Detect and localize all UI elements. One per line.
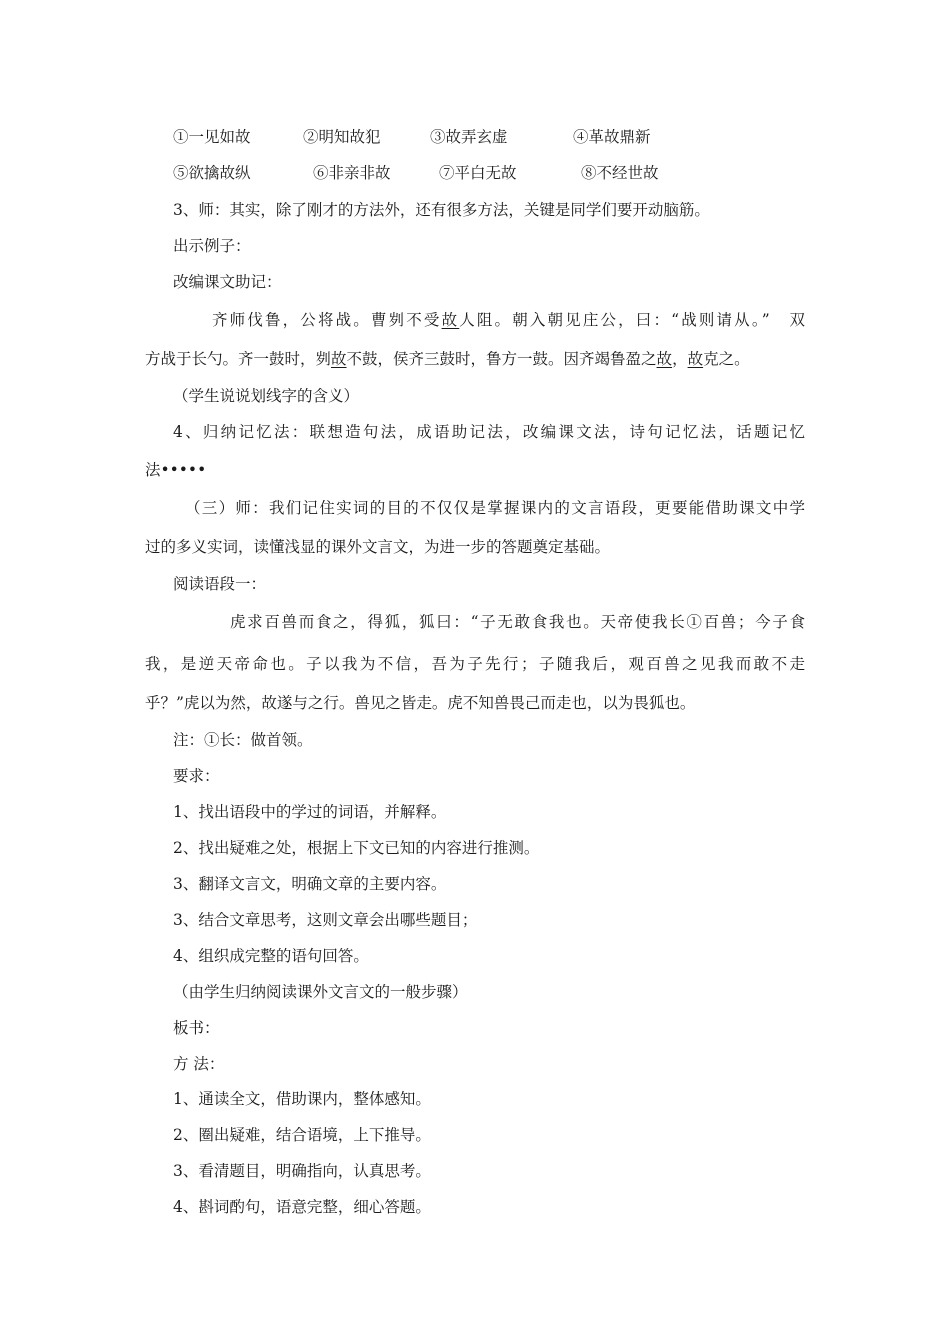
underlined-char: 故 <box>441 311 460 329</box>
idiom: ⑦平白无故 <box>439 164 517 182</box>
section3-line-1: （三）师：我们记住实词的目的不仅仅是掌握课内的文言语段，更要能借助课文中学 <box>185 499 805 517</box>
idiom: ①一见如故 <box>173 128 251 146</box>
requirement-item: 4、组织成完整的语句回答。 <box>173 947 369 965</box>
requirement-item: 3、翻译文言文，明确文章的主要内容。 <box>173 875 447 893</box>
idiom-row-1 <box>173 127 651 147</box>
method-item: 1、通读全文，借助课内，整体感知。 <box>173 1090 431 1108</box>
story-line-1: 齐师伐鲁，公将战。曹刿不受故人阻。朝入朝见庄公，曰：“战则请从。” 双 <box>212 311 805 329</box>
reading-title: 阅读语段一： <box>173 575 267 593</box>
method-item: 2、圈出疑难，结合语境，上下推导。 <box>173 1126 431 1144</box>
idiom: ②明知故犯 <box>303 128 381 146</box>
paragraph-3: 3、师：其实，除了刚才的方法外，还有很多方法，关键是同学们要开动脑筋。 <box>173 201 710 219</box>
requirement-item: 2、找出疑难之处，根据上下文已知的内容进行推测。 <box>173 839 540 857</box>
adapt-title: 改编课文助记： <box>173 273 282 291</box>
underlined-char: 故 <box>656 350 673 368</box>
underlined-char: 故 <box>331 350 347 368</box>
passage-line-3: 乎？”虎以为然，故遂与之行。兽见之皆走。虎不知兽畏己而走也，以为畏狐也。 <box>145 694 696 712</box>
passage-line-1: 虎求百兽而食之，得狐，狐曰：“子无敢食我也。天帝使我长①百兽；今子食 <box>230 613 805 631</box>
idiom: ④革故鼎新 <box>573 128 651 146</box>
annotation-note: 注：①长：做首领。 <box>173 731 313 749</box>
board-title: 板书： <box>173 1019 220 1037</box>
student-note: （学生说说划线字的含义） <box>173 387 360 405</box>
requirement-item: 1、找出语段中的学过的词语，并解释。 <box>173 803 447 821</box>
requirement-item: 3、结合文章思考，这则文章会出哪些题目； <box>173 911 478 929</box>
method-title: 方 法： <box>173 1055 225 1073</box>
requirements-title: 要求： <box>173 767 220 785</box>
section3-line-2: 过的多义实词，读懂浅显的课外文言文，为进一步的答题奠定基础。 <box>145 538 611 556</box>
underlined-char: 故 <box>687 350 704 368</box>
method-item: 4、斟词酌句，语意完整，细心答题。 <box>173 1198 431 1216</box>
show-example-label: 出示例子： <box>173 237 251 255</box>
idiom-row-2 <box>173 163 659 183</box>
idiom: ⑥非亲非故 <box>313 164 391 182</box>
passage-line-2: 我，是逆天帝命也。子以我为不信，吾为子先行；子随我后，观百兽之见我而敢不走 <box>145 655 805 673</box>
student-summary: （由学生归纳阅读课外文言文的一般步骤） <box>173 983 468 1001</box>
summary-line-1: 4、归纳记忆法：联想造句法，成语助记法，改编课文法，诗句记忆法，话题记忆 <box>173 423 805 441</box>
idiom: ⑧不经世故 <box>581 164 659 182</box>
method-item: 3、看清题目，明确指向，认真思考。 <box>173 1162 431 1180</box>
idiom: ③故弄玄虚 <box>430 128 508 146</box>
idiom: ⑤欲擒故纵 <box>173 164 251 182</box>
summary-line-2: 法••••• <box>145 461 207 479</box>
story-line-2: 方战于长勺。齐一鼓时，刿故不鼓，侯齐三鼓时，鲁方一鼓。因齐竭鲁盈之故，故克之。 <box>145 350 750 368</box>
